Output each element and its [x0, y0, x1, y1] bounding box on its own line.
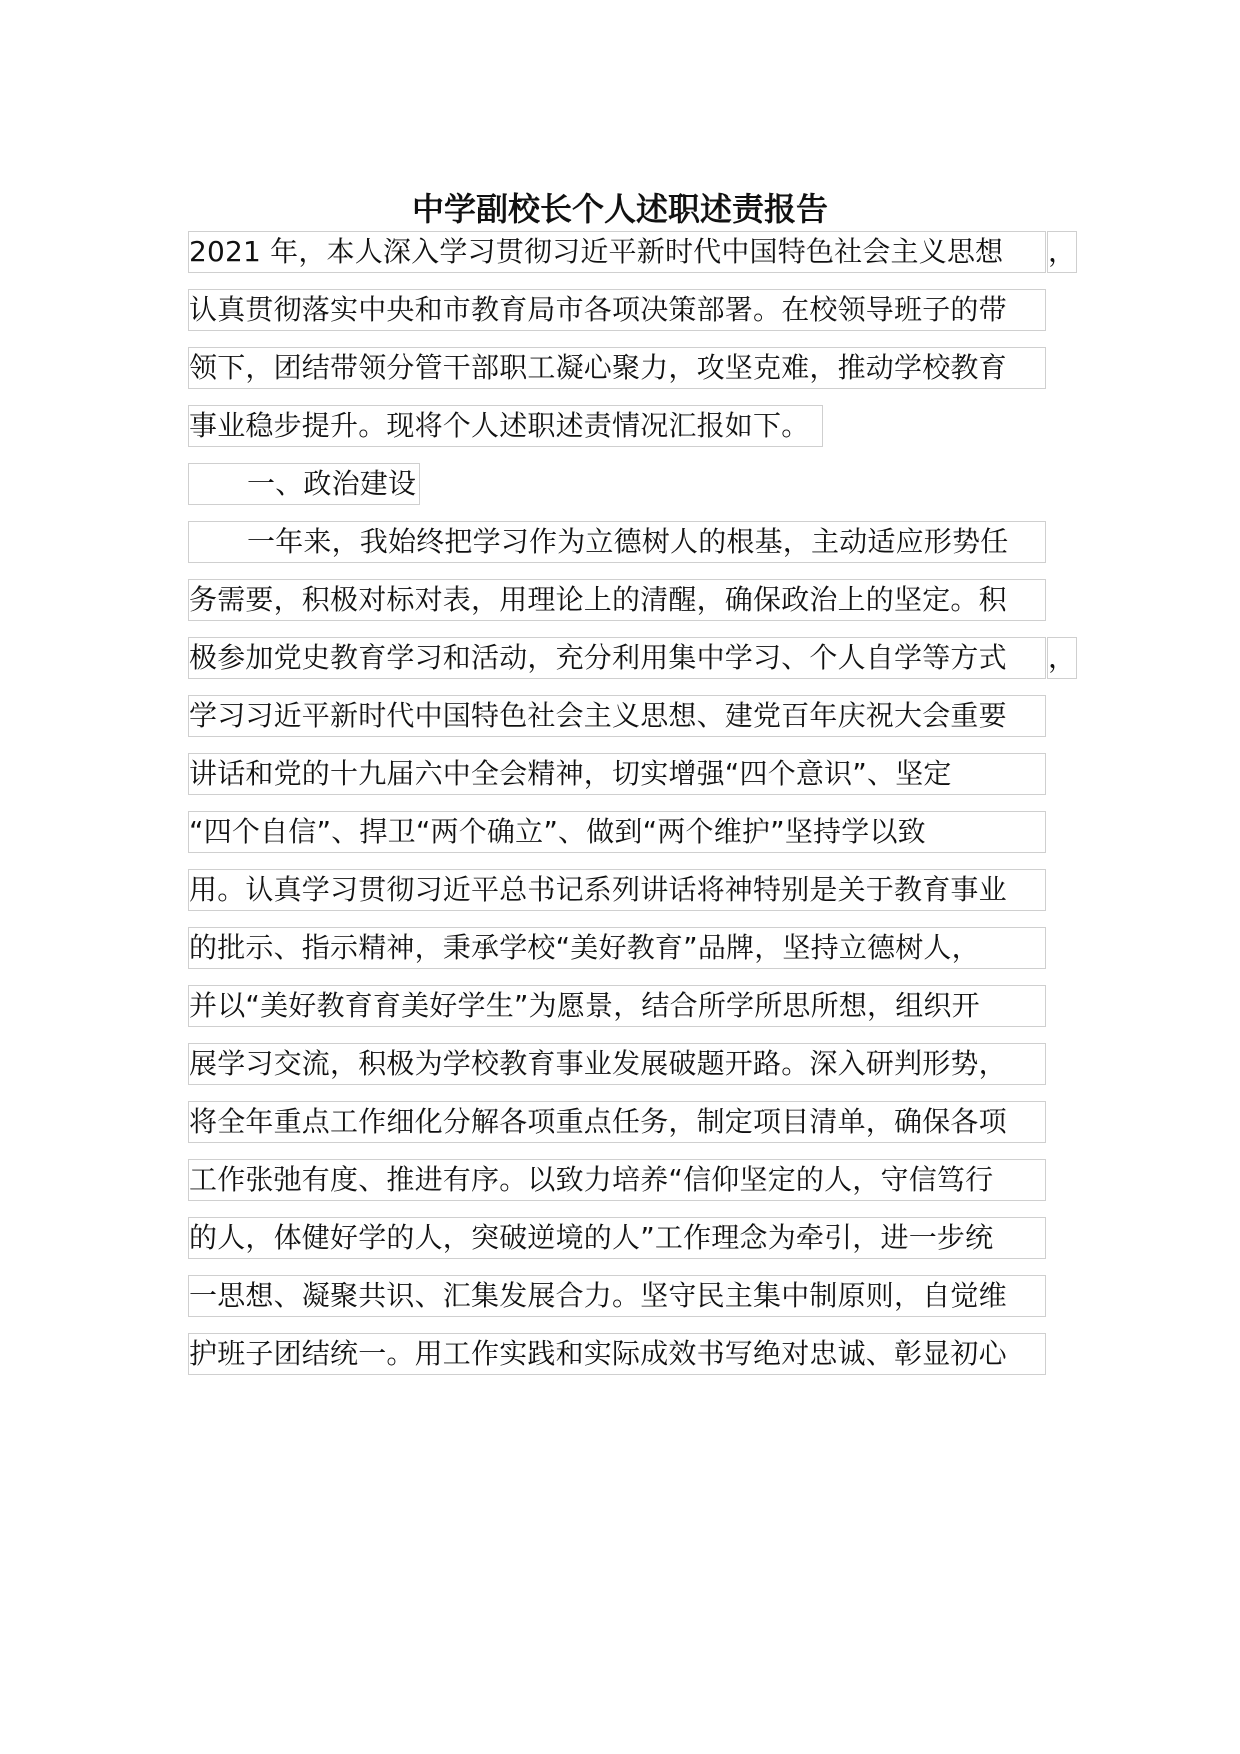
text-line: 认真贯彻落实中央和市教育局市各项决策部署。在校领导班子的带: [188, 289, 1046, 331]
text-line: 极参加党史教育学习和活动，充分利用集中学习、个人自学等方式: [188, 637, 1046, 679]
text-line: 用。认真学习贯彻习近平总书记系列讲话将神特别是关于教育事业: [188, 869, 1046, 911]
document-title: 中学副校长个人述职述责报告: [411, 190, 828, 228]
text-line: 务需要，积极对标对表，用理论上的清醒，确保政治上的坚定。积: [188, 579, 1046, 621]
section-heading: 一、政治建设: [188, 463, 420, 505]
overflow-punctuation: ，: [1047, 231, 1077, 273]
text-line: 讲话和党的十九届六中全会精神，切实增强“四个意识”、坚定: [188, 753, 1046, 795]
text-line: 护班子团结统一。用工作实践和实际成效书写绝对忠诚、彰显初心: [188, 1333, 1046, 1375]
text-line: 展学习交流，积极为学校教育事业发展破题开路。深入研判形势，: [188, 1043, 1046, 1085]
text-line: 并以“美好教育育美好学生”为愿景，结合所学所思所想，组织开: [188, 985, 1046, 1027]
text-line: “四个自信”、捍卫“两个确立”、做到“两个维护”坚持学以致: [188, 811, 1046, 853]
text-line: 的批示、指示精神，秉承学校“美好教育”品牌，坚持立德树人，: [188, 927, 1046, 969]
text-line: 将全年重点工作细化分解各项重点任务，制定项目清单，确保各项: [188, 1101, 1046, 1143]
text-line: 的人，体健好学的人，突破逆境的人”工作理念为牵引，进一步统: [188, 1217, 1046, 1259]
text-line: 2021 年，本人深入学习贯彻习近平新时代中国特色社会主义思想: [188, 231, 1046, 273]
text-line: 一思想、凝聚共识、汇集发展合力。坚守民主集中制原则，自觉维: [188, 1275, 1046, 1317]
text-line: 一年来，我始终把学习作为立德树人的根基，主动适应形势任: [188, 521, 1046, 563]
text-line: 事业稳步提升。现将个人述职述责情况汇报如下。: [188, 405, 823, 447]
overflow-punctuation: ，: [1047, 637, 1077, 679]
text-line: 学习习近平新时代中国特色社会主义思想、建党百年庆祝大会重要: [188, 695, 1046, 737]
text-line: 工作张弛有度、推进有序。以致力培养“信仰坚定的人，守信笃行: [188, 1159, 1046, 1201]
text-line: 领下，团结带领分管干部职工凝心聚力，攻坚克难，推动学校教育: [188, 347, 1046, 389]
